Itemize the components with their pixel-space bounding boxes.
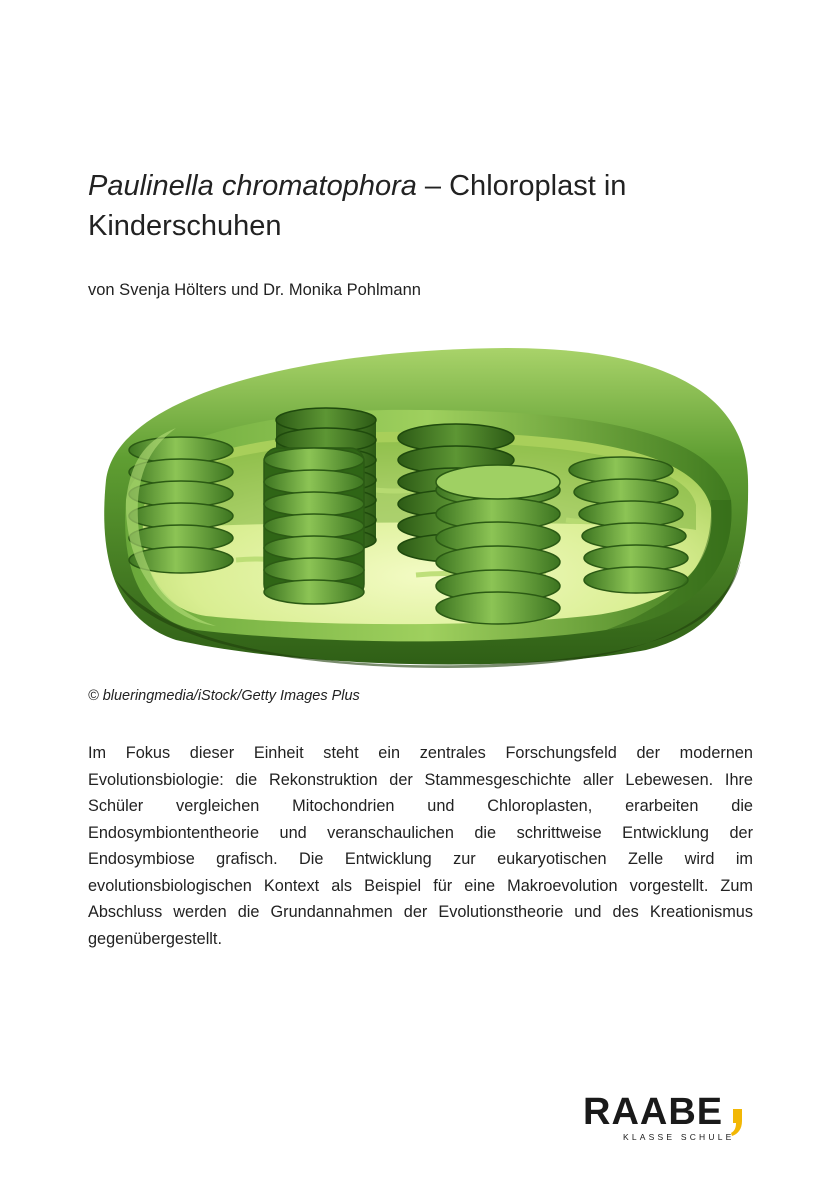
- raabe-logo: [583, 1093, 748, 1143]
- document-title: [88, 166, 748, 246]
- abstract-paragraph: Im Fokus dieser Einheit steht ein zentrales Forschungsfeld der modernen Evolutionsbiologie: die Rekonstruktion der Stammesgeschichte aller Lebewesen. Ihre Schüler vergleichen Mitochondrien und Chloroplasten, erarbeiten die Endosymbiontentheorie und veranschaulichen die schrittweise Entwicklung der Endosymbiose grafisch. Die Entwicklung zur eukaryotischen Zelle wird im evolutionsbiologischen Kontext als Beispiel für eine Makroevolution vorgestellt. Zum Abschluss werden die Grundannahmen der Evolutionstheorie und des Kreationismus gegenübergestellt.: [88, 744, 753, 948]
- chloroplast-illustration: [86, 330, 754, 675]
- logo-wordmark: RAABE: [583, 1091, 724, 1133]
- title-species-name: Paulinella chromatophora: [88, 170, 417, 202]
- authors-line: von Svenja Hölters und Dr. Monika Pohlmann: [88, 281, 421, 299]
- logo-tagline: KLASSE SCHULE: [623, 1132, 735, 1142]
- image-credit: © blueringmedia/iStock/Getty Images Plus: [88, 688, 360, 704]
- title-subtitle: – Chloroplast in Kinderschuhen: [88, 170, 627, 242]
